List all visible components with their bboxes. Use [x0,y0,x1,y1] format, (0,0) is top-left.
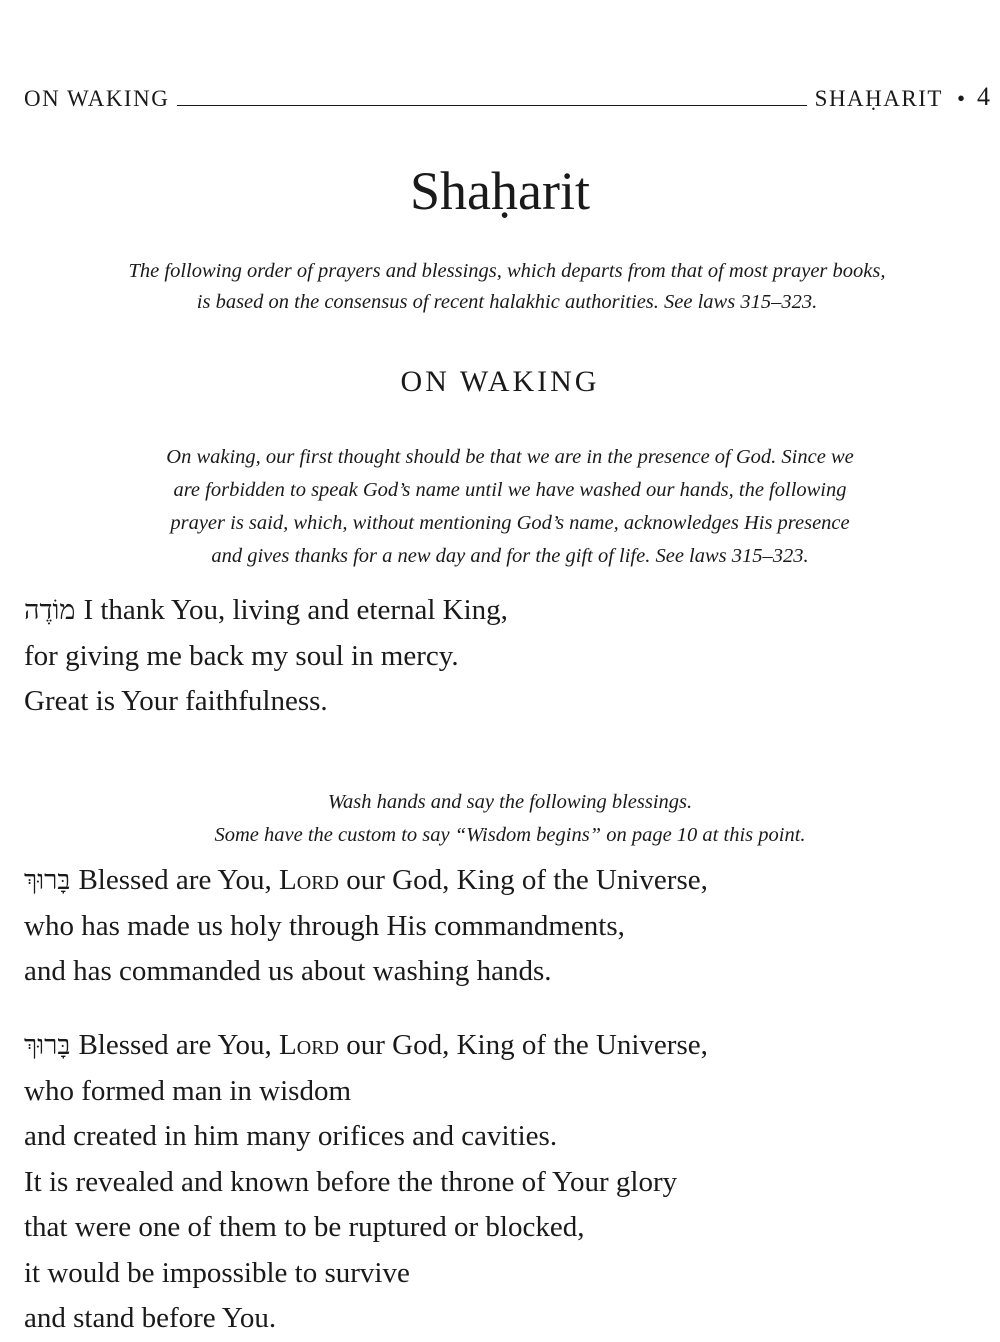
header-section-label: ON WAKING [24,86,170,111]
instruction-line: Wash hands and say the following blessings. [327,791,693,813]
instruction-on-waking [60,441,960,573]
prayer-line [24,858,984,904]
prayer-line: that were one of them to be ruptured or blocked, [24,1211,585,1243]
blessing-washing-hands [24,858,984,995]
divine-name: Lord [279,864,339,896]
prayer-modeh-ani [24,588,984,725]
prayer-line: for giving me back my soul in mercy. [24,639,459,672]
instruction-line: prayer is said, which, without mentioning God’s name, acknowledges His presence [170,512,850,534]
prayer-line: who has made us holy through His commandments, [24,909,625,942]
instruction-line: Some have the custom to say “Wisdom begins” on page 10 at this point. [214,824,806,846]
hebrew-incipit: בָּרוּךְ [24,1030,71,1061]
prayer-line [24,1023,984,1069]
intro-line: The following order of prayers and blessings, which departs from that of most prayer books, [128,260,886,282]
instruction-line: On waking, our first thought should be that we are in the presence of God. Since we [166,446,854,468]
instruction-wash-hands [60,786,960,852]
blessing-opening: Blessed are You, [78,1029,272,1061]
prayer-line: it would be impossible to survive [24,1256,410,1289]
header-separator: • [956,86,965,111]
page-number: 4 [977,82,990,111]
prayer-line: who formed man in wisdom [24,1074,352,1107]
hebrew-incipit: מוֹדֶה [24,595,76,626]
intro-note [20,256,994,318]
blessing-asher-yatzar [24,1023,984,1342]
running-header [24,80,990,112]
prayer-first-line: I thank You, living and eternal King, [83,594,508,626]
prayer-line: and created in him many orifices and cavities. [24,1120,558,1152]
prayer-line [24,588,984,634]
page-title: Shaḥarit [410,161,590,221]
prayer-line: Great is Your faithfulness. [24,685,328,717]
instruction-line: and gives thanks for a new day and for the gift of life. See laws 315–323. [211,545,809,567]
divine-name: Lord [279,1029,339,1061]
section-heading: ON WAKING [400,365,600,398]
blessing-opening: Blessed are You, [78,864,272,896]
prayer-line: It is revealed and known before the throne of Your glory [24,1165,678,1198]
prayer-line: and has commanded us about washing hands. [24,955,552,987]
instruction-line: are forbidden to speak God’s name until we have washed our hands, the following [173,479,847,501]
prayer-line: and stand before You. [24,1302,277,1334]
blessing-opening-rest: our God, King of the Universe, [346,1029,708,1061]
blessing-opening-rest: our God, King of the Universe, [346,864,708,896]
hebrew-incipit: בָּרוּךְ [24,865,71,896]
header-book-label: SHAḤARIT [814,86,943,111]
intro-line: is based on the consensus of recent halakhic authorities. See laws 315–323. [196,291,818,313]
header-rule [177,105,806,106]
